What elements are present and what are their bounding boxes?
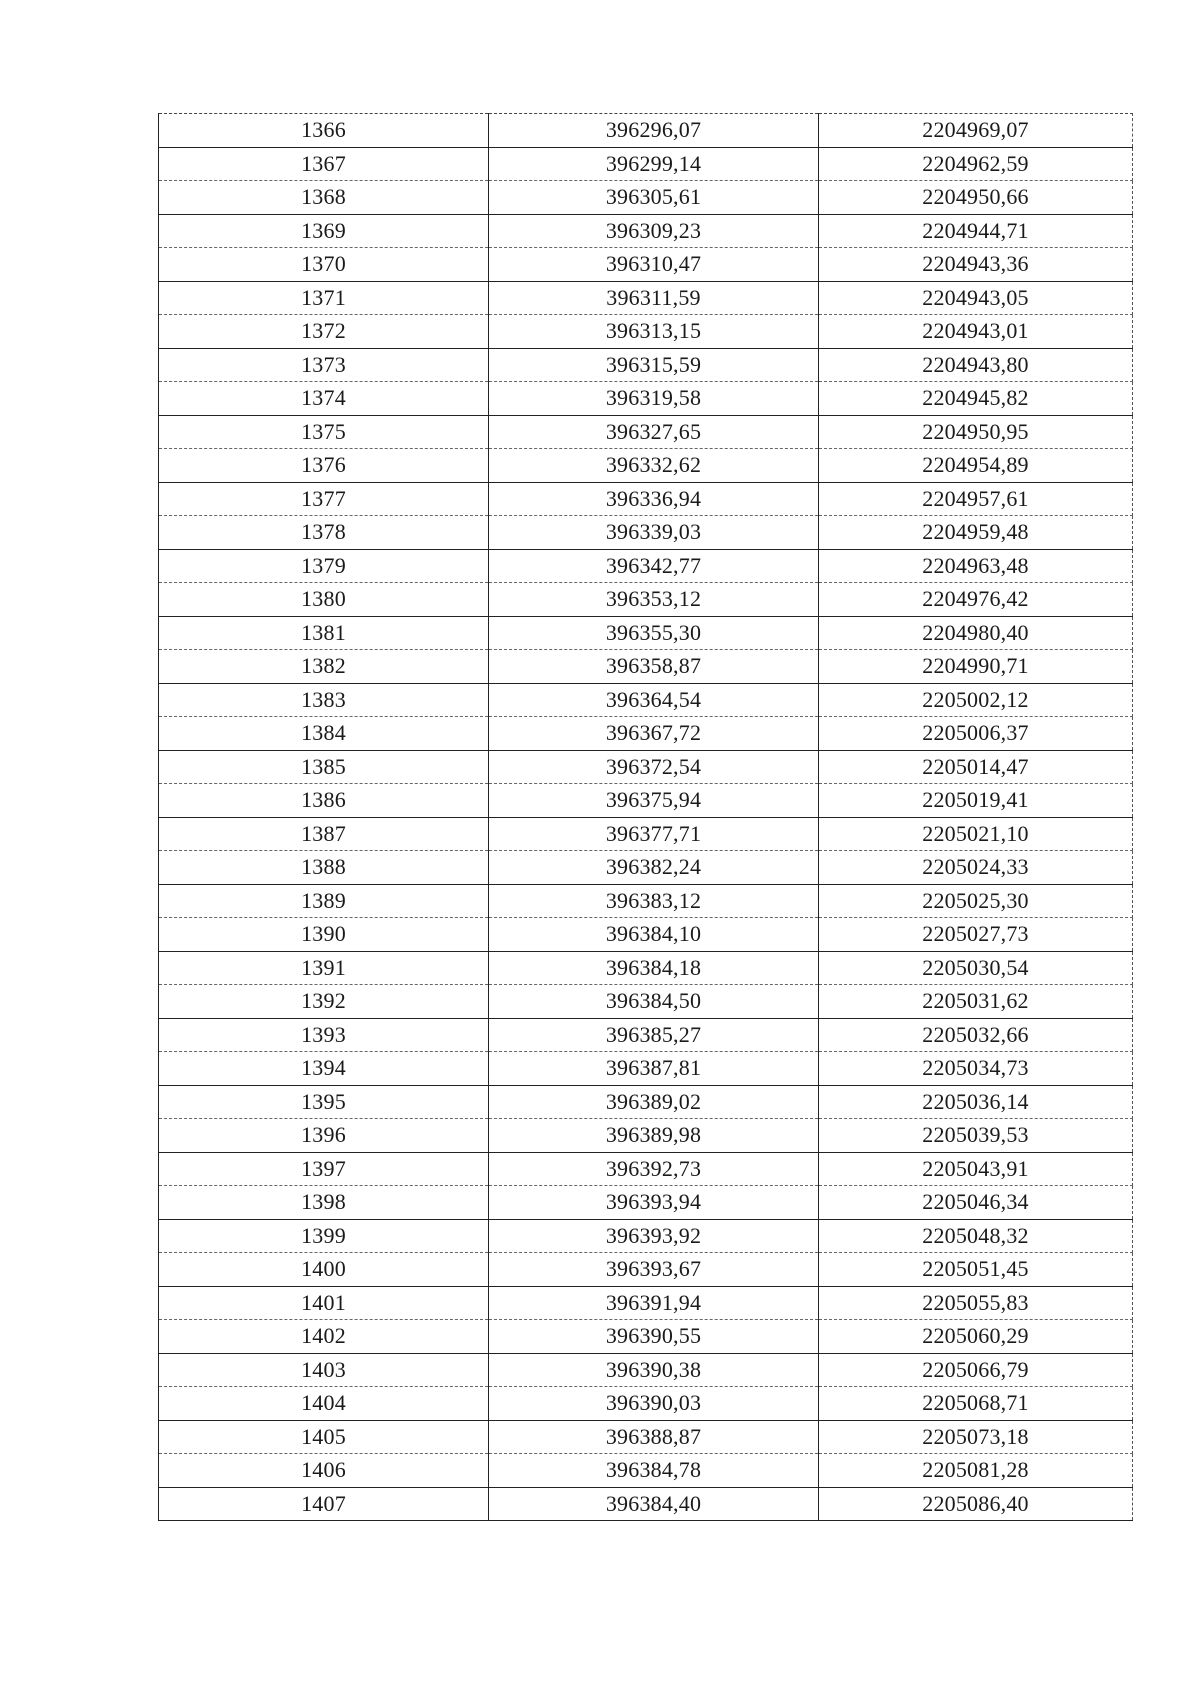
y-coordinate-cell: 2204976,42 [819, 583, 1133, 617]
table-row [159, 248, 1133, 282]
table-row [159, 147, 1133, 181]
table-row [159, 449, 1133, 483]
table-row [159, 1353, 1133, 1387]
table-row [159, 683, 1133, 717]
y-coordinate-cell: 2205002,12 [819, 683, 1133, 717]
x-coordinate-cell: 396384,50 [489, 985, 819, 1019]
y-coordinate-cell: 2204990,71 [819, 650, 1133, 684]
point-number-cell: 1376 [159, 449, 489, 483]
y-coordinate-cell: 2204945,82 [819, 382, 1133, 416]
y-coordinate-cell: 2204943,36 [819, 248, 1133, 282]
point-number-cell: 1398 [159, 1186, 489, 1220]
x-coordinate-cell: 396393,67 [489, 1253, 819, 1287]
table-row [159, 549, 1133, 583]
x-coordinate-cell: 396377,71 [489, 817, 819, 851]
coordinates-table [158, 113, 1133, 1521]
point-number-cell: 1390 [159, 918, 489, 952]
x-coordinate-cell: 396384,40 [489, 1487, 819, 1521]
point-number-cell: 1382 [159, 650, 489, 684]
y-coordinate-cell: 2205019,41 [819, 784, 1133, 818]
point-number-cell: 1387 [159, 817, 489, 851]
x-coordinate-cell: 396390,03 [489, 1387, 819, 1421]
x-coordinate-cell: 396358,87 [489, 650, 819, 684]
y-coordinate-cell: 2205034,73 [819, 1052, 1133, 1086]
x-coordinate-cell: 396388,87 [489, 1420, 819, 1454]
x-coordinate-cell: 396390,38 [489, 1353, 819, 1387]
point-number-cell: 1406 [159, 1454, 489, 1488]
x-coordinate-cell: 396367,72 [489, 717, 819, 751]
y-coordinate-cell: 2204943,01 [819, 315, 1133, 349]
table-row [159, 1387, 1133, 1421]
y-coordinate-cell: 2205043,91 [819, 1152, 1133, 1186]
point-number-cell: 1407 [159, 1487, 489, 1521]
y-coordinate-cell: 2204943,05 [819, 281, 1133, 315]
point-number-cell: 1370 [159, 248, 489, 282]
point-number-cell: 1391 [159, 951, 489, 985]
point-number-cell: 1405 [159, 1420, 489, 1454]
point-number-cell: 1377 [159, 482, 489, 516]
point-number-cell: 1366 [159, 114, 489, 148]
table-row [159, 851, 1133, 885]
x-coordinate-cell: 396315,59 [489, 348, 819, 382]
point-number-cell: 1386 [159, 784, 489, 818]
x-coordinate-cell: 396299,14 [489, 147, 819, 181]
y-coordinate-cell: 2205066,79 [819, 1353, 1133, 1387]
x-coordinate-cell: 396364,54 [489, 683, 819, 717]
table-row [159, 750, 1133, 784]
x-coordinate-cell: 396305,61 [489, 181, 819, 215]
point-number-cell: 1393 [159, 1018, 489, 1052]
y-coordinate-cell: 2205086,40 [819, 1487, 1133, 1521]
table-row [159, 516, 1133, 550]
x-coordinate-cell: 396384,78 [489, 1454, 819, 1488]
x-coordinate-cell: 396390,55 [489, 1320, 819, 1354]
point-number-cell: 1404 [159, 1387, 489, 1421]
y-coordinate-cell: 2204943,80 [819, 348, 1133, 382]
x-coordinate-cell: 396393,94 [489, 1186, 819, 1220]
table-row [159, 281, 1133, 315]
point-number-cell: 1369 [159, 214, 489, 248]
y-coordinate-cell: 2205025,30 [819, 884, 1133, 918]
point-number-cell: 1396 [159, 1119, 489, 1153]
table-row [159, 1487, 1133, 1521]
table-row [159, 985, 1133, 1019]
y-coordinate-cell: 2205030,54 [819, 951, 1133, 985]
x-coordinate-cell: 396310,47 [489, 248, 819, 282]
table-row [159, 784, 1133, 818]
point-number-cell: 1385 [159, 750, 489, 784]
table-row [159, 348, 1133, 382]
table-row [159, 1186, 1133, 1220]
point-number-cell: 1399 [159, 1219, 489, 1253]
y-coordinate-cell: 2205014,47 [819, 750, 1133, 784]
table-row [159, 1018, 1133, 1052]
y-coordinate-cell: 2205051,45 [819, 1253, 1133, 1287]
x-coordinate-cell: 396389,02 [489, 1085, 819, 1119]
y-coordinate-cell: 2205036,14 [819, 1085, 1133, 1119]
point-number-cell: 1384 [159, 717, 489, 751]
x-coordinate-cell: 396384,10 [489, 918, 819, 952]
x-coordinate-cell: 396393,92 [489, 1219, 819, 1253]
point-number-cell: 1389 [159, 884, 489, 918]
table-row [159, 1052, 1133, 1086]
x-coordinate-cell: 396385,27 [489, 1018, 819, 1052]
table-row [159, 415, 1133, 449]
table-row [159, 817, 1133, 851]
x-coordinate-cell: 396309,23 [489, 214, 819, 248]
table-row [159, 1219, 1133, 1253]
table-row [159, 884, 1133, 918]
x-coordinate-cell: 396342,77 [489, 549, 819, 583]
table-row [159, 315, 1133, 349]
x-coordinate-cell: 396382,24 [489, 851, 819, 885]
x-coordinate-cell: 396313,15 [489, 315, 819, 349]
point-number-cell: 1397 [159, 1152, 489, 1186]
y-coordinate-cell: 2205021,10 [819, 817, 1133, 851]
table-row [159, 482, 1133, 516]
x-coordinate-cell: 396387,81 [489, 1052, 819, 1086]
table-row [159, 1253, 1133, 1287]
y-coordinate-cell: 2205060,29 [819, 1320, 1133, 1354]
x-coordinate-cell: 396375,94 [489, 784, 819, 818]
x-coordinate-cell: 396391,94 [489, 1286, 819, 1320]
y-coordinate-cell: 2204959,48 [819, 516, 1133, 550]
y-coordinate-cell: 2205032,66 [819, 1018, 1133, 1052]
point-number-cell: 1373 [159, 348, 489, 382]
x-coordinate-cell: 396383,12 [489, 884, 819, 918]
point-number-cell: 1392 [159, 985, 489, 1019]
y-coordinate-cell: 2205046,34 [819, 1186, 1133, 1220]
y-coordinate-cell: 2204980,40 [819, 616, 1133, 650]
x-coordinate-cell: 396339,03 [489, 516, 819, 550]
y-coordinate-cell: 2204950,95 [819, 415, 1133, 449]
y-coordinate-cell: 2204944,71 [819, 214, 1133, 248]
y-coordinate-cell: 2205031,62 [819, 985, 1133, 1019]
y-coordinate-cell: 2205006,37 [819, 717, 1133, 751]
y-coordinate-cell: 2204950,66 [819, 181, 1133, 215]
x-coordinate-cell: 396389,98 [489, 1119, 819, 1153]
x-coordinate-cell: 396384,18 [489, 951, 819, 985]
point-number-cell: 1383 [159, 683, 489, 717]
point-number-cell: 1379 [159, 549, 489, 583]
table-row [159, 650, 1133, 684]
table-row [159, 951, 1133, 985]
point-number-cell: 1402 [159, 1320, 489, 1354]
point-number-cell: 1380 [159, 583, 489, 617]
point-number-cell: 1372 [159, 315, 489, 349]
y-coordinate-cell: 2205039,53 [819, 1119, 1133, 1153]
table-row [159, 214, 1133, 248]
x-coordinate-cell: 396392,73 [489, 1152, 819, 1186]
table-row [159, 114, 1133, 148]
table-row [159, 1454, 1133, 1488]
x-coordinate-cell: 396332,62 [489, 449, 819, 483]
y-coordinate-cell: 2205073,18 [819, 1420, 1133, 1454]
point-number-cell: 1401 [159, 1286, 489, 1320]
y-coordinate-cell: 2204954,89 [819, 449, 1133, 483]
point-number-cell: 1371 [159, 281, 489, 315]
point-number-cell: 1368 [159, 181, 489, 215]
y-coordinate-cell: 2204963,48 [819, 549, 1133, 583]
y-coordinate-cell: 2205027,73 [819, 918, 1133, 952]
point-number-cell: 1378 [159, 516, 489, 550]
table-row [159, 181, 1133, 215]
y-coordinate-cell: 2204957,61 [819, 482, 1133, 516]
x-coordinate-cell: 396311,59 [489, 281, 819, 315]
table-row [159, 616, 1133, 650]
x-coordinate-cell: 396296,07 [489, 114, 819, 148]
x-coordinate-cell: 396336,94 [489, 482, 819, 516]
y-coordinate-cell: 2204962,59 [819, 147, 1133, 181]
point-number-cell: 1395 [159, 1085, 489, 1119]
table-row [159, 1119, 1133, 1153]
table-row [159, 1420, 1133, 1454]
point-number-cell: 1374 [159, 382, 489, 416]
y-coordinate-cell: 2204969,07 [819, 114, 1133, 148]
x-coordinate-cell: 396372,54 [489, 750, 819, 784]
table-row [159, 918, 1133, 952]
point-number-cell: 1394 [159, 1052, 489, 1086]
point-number-cell: 1388 [159, 851, 489, 885]
table-row [159, 583, 1133, 617]
y-coordinate-cell: 2205048,32 [819, 1219, 1133, 1253]
table-row [159, 1152, 1133, 1186]
y-coordinate-cell: 2205068,71 [819, 1387, 1133, 1421]
table-row [159, 382, 1133, 416]
table-row [159, 1286, 1133, 1320]
y-coordinate-cell: 2205024,33 [819, 851, 1133, 885]
x-coordinate-cell: 396355,30 [489, 616, 819, 650]
table-row [159, 1085, 1133, 1119]
table-row [159, 717, 1133, 751]
x-coordinate-cell: 396327,65 [489, 415, 819, 449]
point-number-cell: 1403 [159, 1353, 489, 1387]
point-number-cell: 1375 [159, 415, 489, 449]
x-coordinate-cell: 396319,58 [489, 382, 819, 416]
table-row [159, 1320, 1133, 1354]
y-coordinate-cell: 2205081,28 [819, 1454, 1133, 1488]
x-coordinate-cell: 396353,12 [489, 583, 819, 617]
point-number-cell: 1367 [159, 147, 489, 181]
y-coordinate-cell: 2205055,83 [819, 1286, 1133, 1320]
point-number-cell: 1381 [159, 616, 489, 650]
coordinates-table-body [159, 114, 1133, 1521]
point-number-cell: 1400 [159, 1253, 489, 1287]
